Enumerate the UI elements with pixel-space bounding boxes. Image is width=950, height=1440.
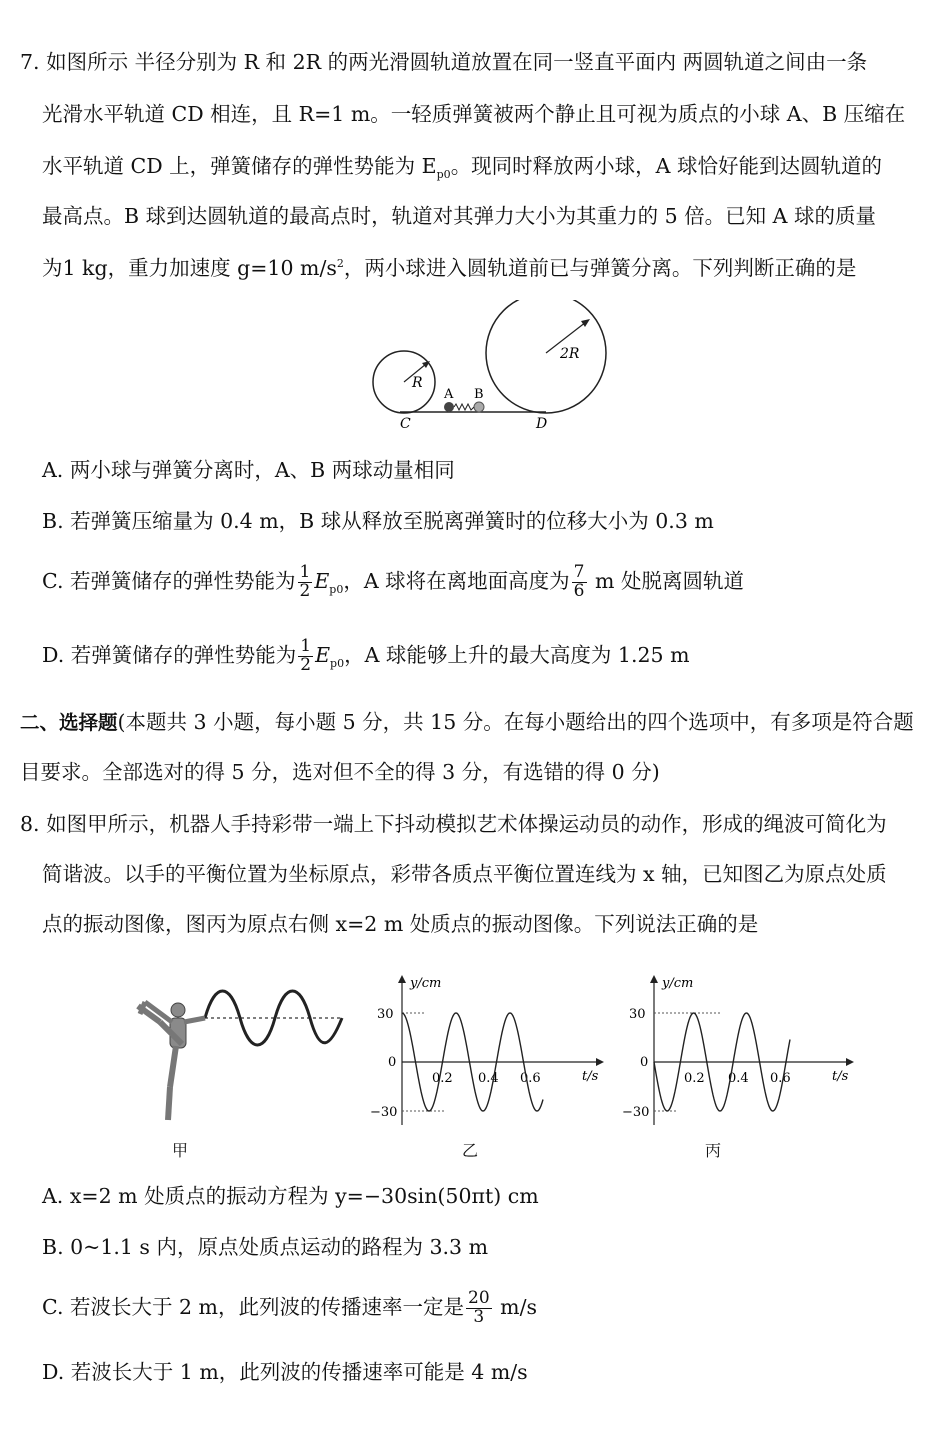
q7-option-c: C. 若弹簧储存的弹性势能为 $\frac{1}{2}$ $E_{p0}$，A 球将在离地面高度为 $\frac{7}{6}$ m 处脱离圆轨道 — [42, 562, 744, 601]
label-2r: 2R — [560, 346, 580, 362]
svg-text:y/cm: y/cm — [410, 976, 442, 991]
label-d: D — [536, 416, 548, 432]
q8-line-2: 简谐波。以手的平衡位置为坐标原点，彩带各质点平衡位置连线为 x 轴，已知图乙为原点处质 — [42, 862, 887, 886]
svg-text:0.6: 0.6 — [520, 1071, 541, 1086]
spring — [454, 404, 474, 410]
q7-line-3: 水平轨道 CD 上，弹簧储存的弹性势能为 $E_{p0}$。现同时释放两小球，A 球恰好能到达圆轨道的 — [42, 154, 883, 182]
label-c: C — [400, 416, 411, 432]
svg-text:−30: −30 — [370, 1105, 398, 1120]
q8-option-a: A. x=2 m 处质点的振动方程为 y=−30sin(50πt) cm — [42, 1184, 539, 1208]
graph-bing — [618, 965, 868, 1135]
q7-line-4: 最高点。B 球到达圆轨道的最高点时，轨道对其弹力大小为其重力的 5 倍。已知 A 球的质量 — [42, 204, 876, 228]
section-2-header: 二、选择题(本题共 3 小题，每小题 5 分，共 15 分。在每小题给出的四个选项中，有多项是符合题 — [20, 710, 914, 734]
svg-text:0.4: 0.4 — [478, 1071, 499, 1086]
svg-text:30: 30 — [629, 1007, 646, 1022]
svg-text:t/s: t/s — [832, 1069, 849, 1084]
label-a: A — [444, 387, 454, 402]
caption-jia: 甲 — [172, 1141, 189, 1160]
large-circle-track — [486, 300, 606, 413]
q7-track-figure — [360, 300, 620, 440]
label-b: B — [474, 387, 484, 402]
q8-option-b: B. 0~1.1 s 内，原点处质点运动的路程为 3.3 m — [42, 1235, 489, 1259]
q7-line-5: 为1 kg，重力加速度 g=10 $m/s^2$，两小球进入圆轨道前已与弹簧分离。下列判断正确的是 — [42, 256, 857, 280]
q7-option-a: A. 两小球与弹簧分离时，A、B 两球动量相同 — [42, 458, 455, 482]
svg-text:0.2: 0.2 — [432, 1071, 453, 1086]
robot-figure — [138, 1002, 205, 1120]
q8-option-d: D. 若波长大于 1 m，此列波的传播速率可能是 4 m/s — [42, 1360, 528, 1384]
svg-text:0: 0 — [388, 1055, 397, 1070]
svg-text:t/s: t/s — [582, 1069, 599, 1084]
q8-line-1: 8. 如图甲所示，机器人手持彩带一端上下抖动模拟艺术体操运动员的动作，形成的绳波可简化为 — [20, 812, 887, 836]
q7-option-d: D. 若弹簧储存的弹性势能为 $\frac{1}{2}$ $E_{p0}$，A 球能够上升的最大高度为 1.25 m — [42, 636, 690, 675]
svg-text:0.6: 0.6 — [770, 1071, 791, 1086]
q7-option-b: B. 若弹簧压缩量为 0.4 m，B 球从释放至脱离弹簧时的位移大小为 0.3 m — [42, 509, 714, 533]
caption-yi: 乙 — [462, 1141, 479, 1160]
svg-text:0.4: 0.4 — [728, 1071, 749, 1086]
svg-text:0: 0 — [640, 1055, 649, 1070]
svg-text:30: 30 — [377, 1007, 394, 1022]
q8-line-3: 点的振动图像，图丙为原点右侧 x=2 m 处质点的振动图像。下列说法正确的是 — [42, 912, 759, 936]
ball-b — [474, 402, 484, 412]
q7-line-1: 7. 如图所示 半径分别为 R 和 2R 的两光滑圆轨道放置在同一竖直平面内 两圆轨道之间由一条 — [20, 50, 868, 74]
robot-ribbon-figure — [130, 982, 345, 1132]
label-r: R — [412, 375, 423, 391]
svg-text:−30: −30 — [622, 1105, 650, 1120]
q7-line-2: 光滑水平轨道 CD 相连，且 R=1 m。一轻质弹簧被两个静止且可视为质点的小球 A、B 压缩在 — [42, 102, 906, 126]
svg-text:y/cm: y/cm — [662, 976, 694, 991]
svg-text:0.2: 0.2 — [684, 1071, 705, 1086]
ball-a — [444, 402, 454, 412]
caption-bing: 丙 — [705, 1141, 722, 1160]
section-2-header-cont: 目要求。全部选对的得 5 分，选对但不全的得 3 分，有选错的得 0 分) — [20, 760, 660, 784]
graph-yi — [360, 965, 610, 1135]
q8-option-c: C. 若波长大于 2 m，此列波的传播速率一定是 $\frac{20}{3}$ m/s — [42, 1288, 538, 1327]
